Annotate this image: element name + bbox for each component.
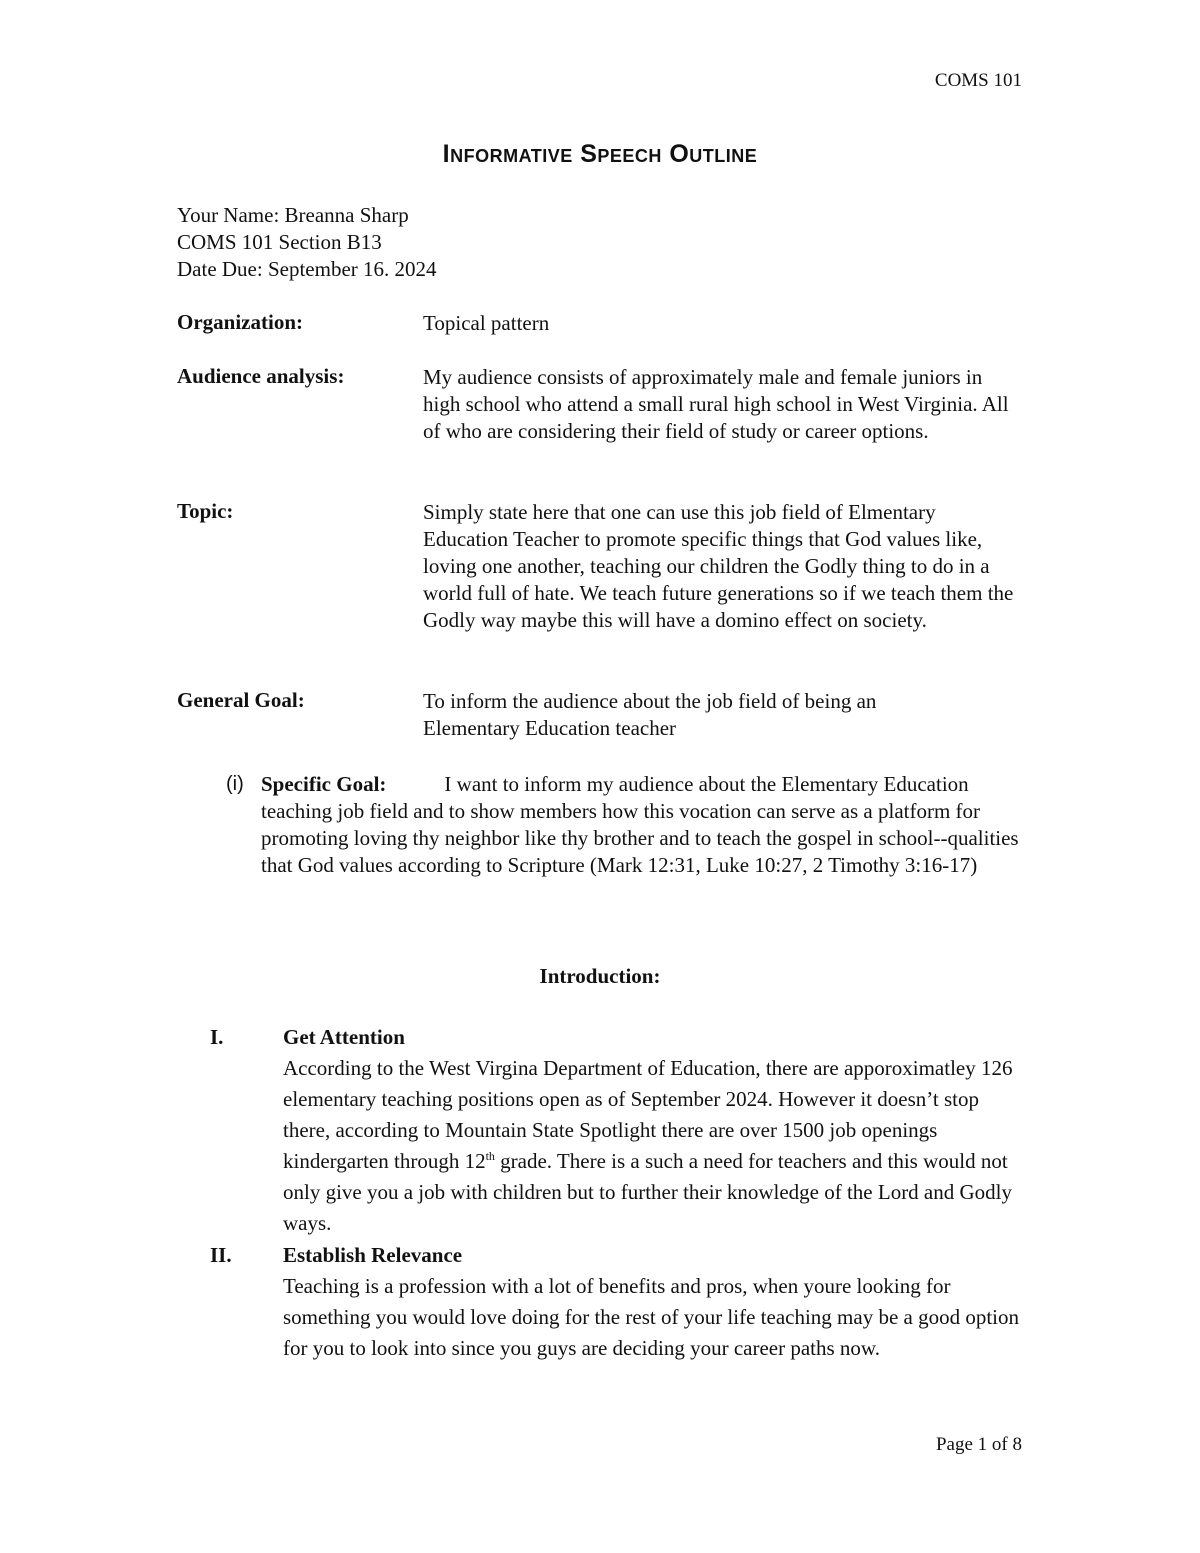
specific-goal-text: I want to inform my audience about the Elementary Education teaching job field and to show members how this vocation can serve as a platform for promoting loving thy neighbor like thy brother and to teach the gospel in school--qualities that God values according to Scripture (Mark 12:31, Luke 10:27, 2 Timothy 3:16-17) [261, 772, 1019, 877]
organization-label: Organization: [177, 310, 303, 334]
student-info [177, 202, 437, 283]
audience-label: Audience analysis: [177, 364, 345, 388]
specific-goal-number: (i) [226, 773, 244, 795]
due-date: Date Due: September 16. 2024 [177, 257, 437, 281]
topic-label: Topic: [177, 499, 234, 523]
general-goal-label: General Goal: [177, 688, 305, 712]
superscript: th [485, 1149, 495, 1163]
list-item-get-attention [283, 1022, 1028, 1239]
title-text: Informative Speech Outline [442, 140, 758, 168]
item-text: Teaching is a profession with a lot of benefits and pros, when youre looking for something you would love doing for the rest of your life teaching may be a good option for you to look into since you guys are deciding your career paths now. [283, 1274, 1020, 1360]
specific-goal-label: Specific Goal: [261, 772, 387, 796]
document-title [0, 140, 1200, 169]
item-heading: Establish Relevance [283, 1243, 463, 1267]
item-numeral: II. [210, 1243, 232, 1267]
topic-value: Simply state here that one can use this job field of Elmentary Education Teacher to promote specific things that God values like, loving one another, teaching our children the Godly thing to do in a world full of hate. We teach future generations so if we teach them the Godly way maybe this will have a domino effect on society. [423, 500, 1014, 632]
student-name: Your Name: Breanna Sharp [177, 203, 409, 227]
item-text-part: grade. There is a such a need for teachers and this would not only give you a job with children but to further their knowledge of the Lord and Godly ways. [283, 1149, 1013, 1235]
list-item-establish-relevance [283, 1240, 1028, 1364]
page-number: Page 1 of 8 [935, 1434, 1022, 1455]
item-heading: Get Attention [283, 1025, 405, 1049]
organization-value: Topical pattern [423, 311, 550, 335]
general-goal-value: To inform the audience about the job field of being an Elementary Education teacher [423, 689, 877, 740]
introduction-heading: Introduction: [539, 964, 661, 988]
header-course: COMS 101 [934, 70, 1022, 91]
course-section: COMS 101 Section B13 [177, 230, 382, 254]
audience-value: My audience consists of approximately male and female juniors in high school who attend a small rural high school in West Virginia. All of who are considering their field of study or career options. [423, 365, 1009, 443]
specific-goal [226, 771, 1026, 879]
item-numeral: I. [210, 1025, 224, 1049]
item-text [283, 1053, 1028, 1239]
item-text-part: According to the West Virgina Department of Education, there are apporoximatley 126 elementary teaching positions open as of September 2024. However it doesn’t stop there, according to Mountain State Spotlight there are over 1500 job openings kindergarten through 12 [283, 1056, 1013, 1173]
